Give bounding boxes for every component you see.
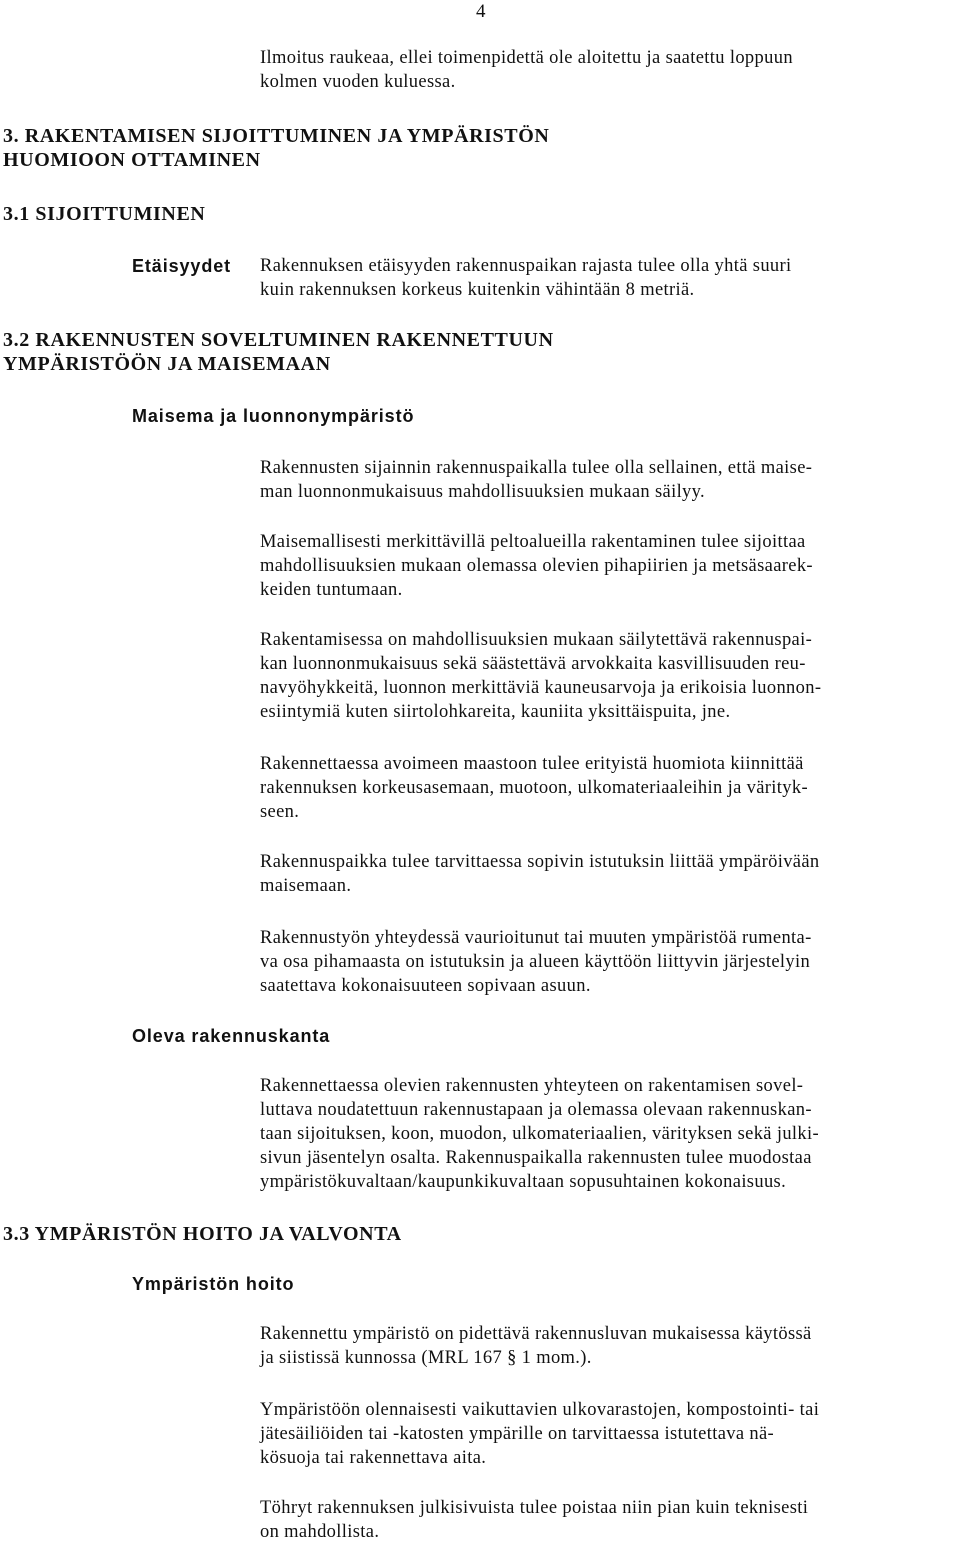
paragraph-line: kan luonnonmukaisuus sekä säästettävä arvokkaita kasvillisuuden reu- — [260, 654, 806, 674]
maisema-paragraph-1 — [260, 456, 952, 504]
paragraph-line: Rakennettaessa avoimeen maastoon tulee erityistä huomiota kiinnittää — [260, 754, 804, 774]
hoito-paragraph-1 — [260, 1322, 952, 1370]
section-3-1-heading: 3.1 SIJOITTUMINEN — [3, 203, 206, 225]
hoito-paragraph-2 — [260, 1398, 952, 1470]
paragraph-line: Ympäristöön olennaisesti vaikuttavien ulkovarastojen, kompostointi- tai — [260, 1400, 820, 1420]
paragraph-line: kösuoja tai rakennettava aita. — [260, 1448, 487, 1468]
paragraph-line: luttava noudatettuun rakennustapaan ja olemassa olevaan rakennuskan- — [260, 1100, 812, 1120]
heading-line: 3. RAKENTAMISEN SIJOITTUMINEN JA YMPÄRISTÖN — [3, 125, 550, 147]
paragraph-line: maisemaan. — [260, 876, 352, 896]
etaisyydet-paragraph — [260, 254, 952, 302]
paragraph-line: navyöhykkeitä, luonnon merkittäviä kauneusarvoja ja erikoisia luonnon- — [260, 678, 822, 698]
paragraph-line: Rakentamisessa on mahdollisuuksien mukaan säilytettävä rakennuspai- — [260, 630, 813, 650]
maisema-paragraph-4 — [260, 752, 952, 824]
paragraph-line: Rakennettaessa olevien rakennusten yhteyteen on rakentamisen sovel- — [260, 1076, 804, 1096]
paragraph-line: taan sijoituksen, koon, muodon, ulkomateriaalien, värityksen sekä julki- — [260, 1124, 820, 1144]
paragraph-line: Maisemallisesti merkittävillä peltoalueilla rakentaminen tulee sijoittaa — [260, 532, 806, 552]
paragraph-line: mahdollisuuksien mukaan olemassa olevien pihapiirien ja metsäsaarek- — [260, 556, 813, 576]
heading-line: YMPÄRISTÖÖN JA MAISEMAAN — [3, 353, 331, 375]
maisema-paragraph-3 — [260, 628, 952, 724]
etaisyydet-label: Etäisyydet — [132, 256, 232, 276]
maisema-paragraph-6 — [260, 926, 952, 998]
paragraph-line: kuin rakennuksen korkeus kuitenkin vähintään 8 metriä. — [260, 280, 695, 300]
paragraph-line: sivun jäsentelyn osalta. Rakennuspaikalla rakennusten tulee muodostaa — [260, 1148, 812, 1168]
paragraph-line: jätesäiliöiden tai -katosten ympärille on tarvittaessa istutettava nä- — [260, 1424, 775, 1444]
heading-line: HUOMIOON OTTAMINEN — [3, 149, 261, 171]
paragraph-line: ympäristökuvaltaan/kaupunkikuvaltaan sopusuhtainen kokonaisuus. — [260, 1172, 787, 1192]
maisema-paragraph-2 — [260, 530, 952, 602]
paragraph-line: va osa pihamaasta on istutuksin ja alueen käyttöön liittyvin järjestelyin — [260, 952, 811, 972]
paragraph-line: on mahdollista. — [260, 1522, 380, 1542]
oleva-paragraph — [260, 1074, 952, 1194]
paragraph-line: man luonnonmukaisuus mahdollisuuksien mukaan säilyy. — [260, 482, 706, 502]
heading-line: 3.2 RAKENNUSTEN SOVELTUMINEN RAKENNETTUUN — [3, 329, 554, 351]
intro-paragraph — [260, 46, 952, 94]
intro-line: Ilmoitus raukeaa, ellei toimenpidettä ole aloitettu ja saatettu loppuun — [260, 48, 793, 68]
paragraph-line: Rakennusten sijainnin rakennuspaikalla tulee olla sellainen, että maise- — [260, 458, 813, 478]
paragraph-line: esiintymiä kuten siirtolohkareita, kauniita yksittäispuita, jne. — [260, 702, 731, 722]
paragraph-line: Rakennettu ympäristö on pidettävä rakennusluvan mukaisessa käytössä — [260, 1324, 812, 1344]
paragraph-line: Töhryt rakennuksen julkisivuista tulee poistaa niin pian kuin teknisesti — [260, 1498, 809, 1518]
paragraph-line: saatettava kokonaisuuteen sopivaan asuun. — [260, 976, 591, 996]
section-3-heading — [3, 124, 723, 172]
paragraph-line: Rakennustyön yhteydessä vaurioitunut tai muuten ympäristöä rumenta- — [260, 928, 812, 948]
paragraph-line: Rakennuspaikka tulee tarvittaessa sopivin istutuksin liittää ympäröivään — [260, 852, 820, 872]
paragraph-line: seen. — [260, 802, 300, 822]
paragraph-line: Rakennuksen etäisyyden rakennuspaikan rajasta tulee olla yhtä suuri — [260, 256, 792, 276]
maisema-subheading: Maisema ja luonnonympäristö — [132, 406, 415, 426]
paragraph-line: keiden tuntumaan. — [260, 580, 403, 600]
paragraph-line: ja siistissä kunnossa (MRL 167 § 1 mom.). — [260, 1348, 592, 1368]
maisema-paragraph-5 — [260, 850, 952, 898]
oleva-rakennuskanta-subheading: Oleva rakennuskanta — [132, 1026, 331, 1046]
page-number: 4 — [476, 1, 486, 22]
paragraph-line: rakennuksen korkeusasemaan, muotoon, ulkomateriaaleihin ja värityk- — [260, 778, 808, 798]
hoito-paragraph-3 — [260, 1496, 952, 1544]
ymparistohoito-subheading: Ympäristön hoito — [132, 1274, 295, 1294]
intro-line: kolmen vuoden kuluessa. — [260, 72, 456, 92]
section-3-3-heading: 3.3 YMPÄRISTÖN HOITO JA VALVONTA — [3, 1223, 402, 1245]
section-3-2-heading — [3, 328, 723, 376]
